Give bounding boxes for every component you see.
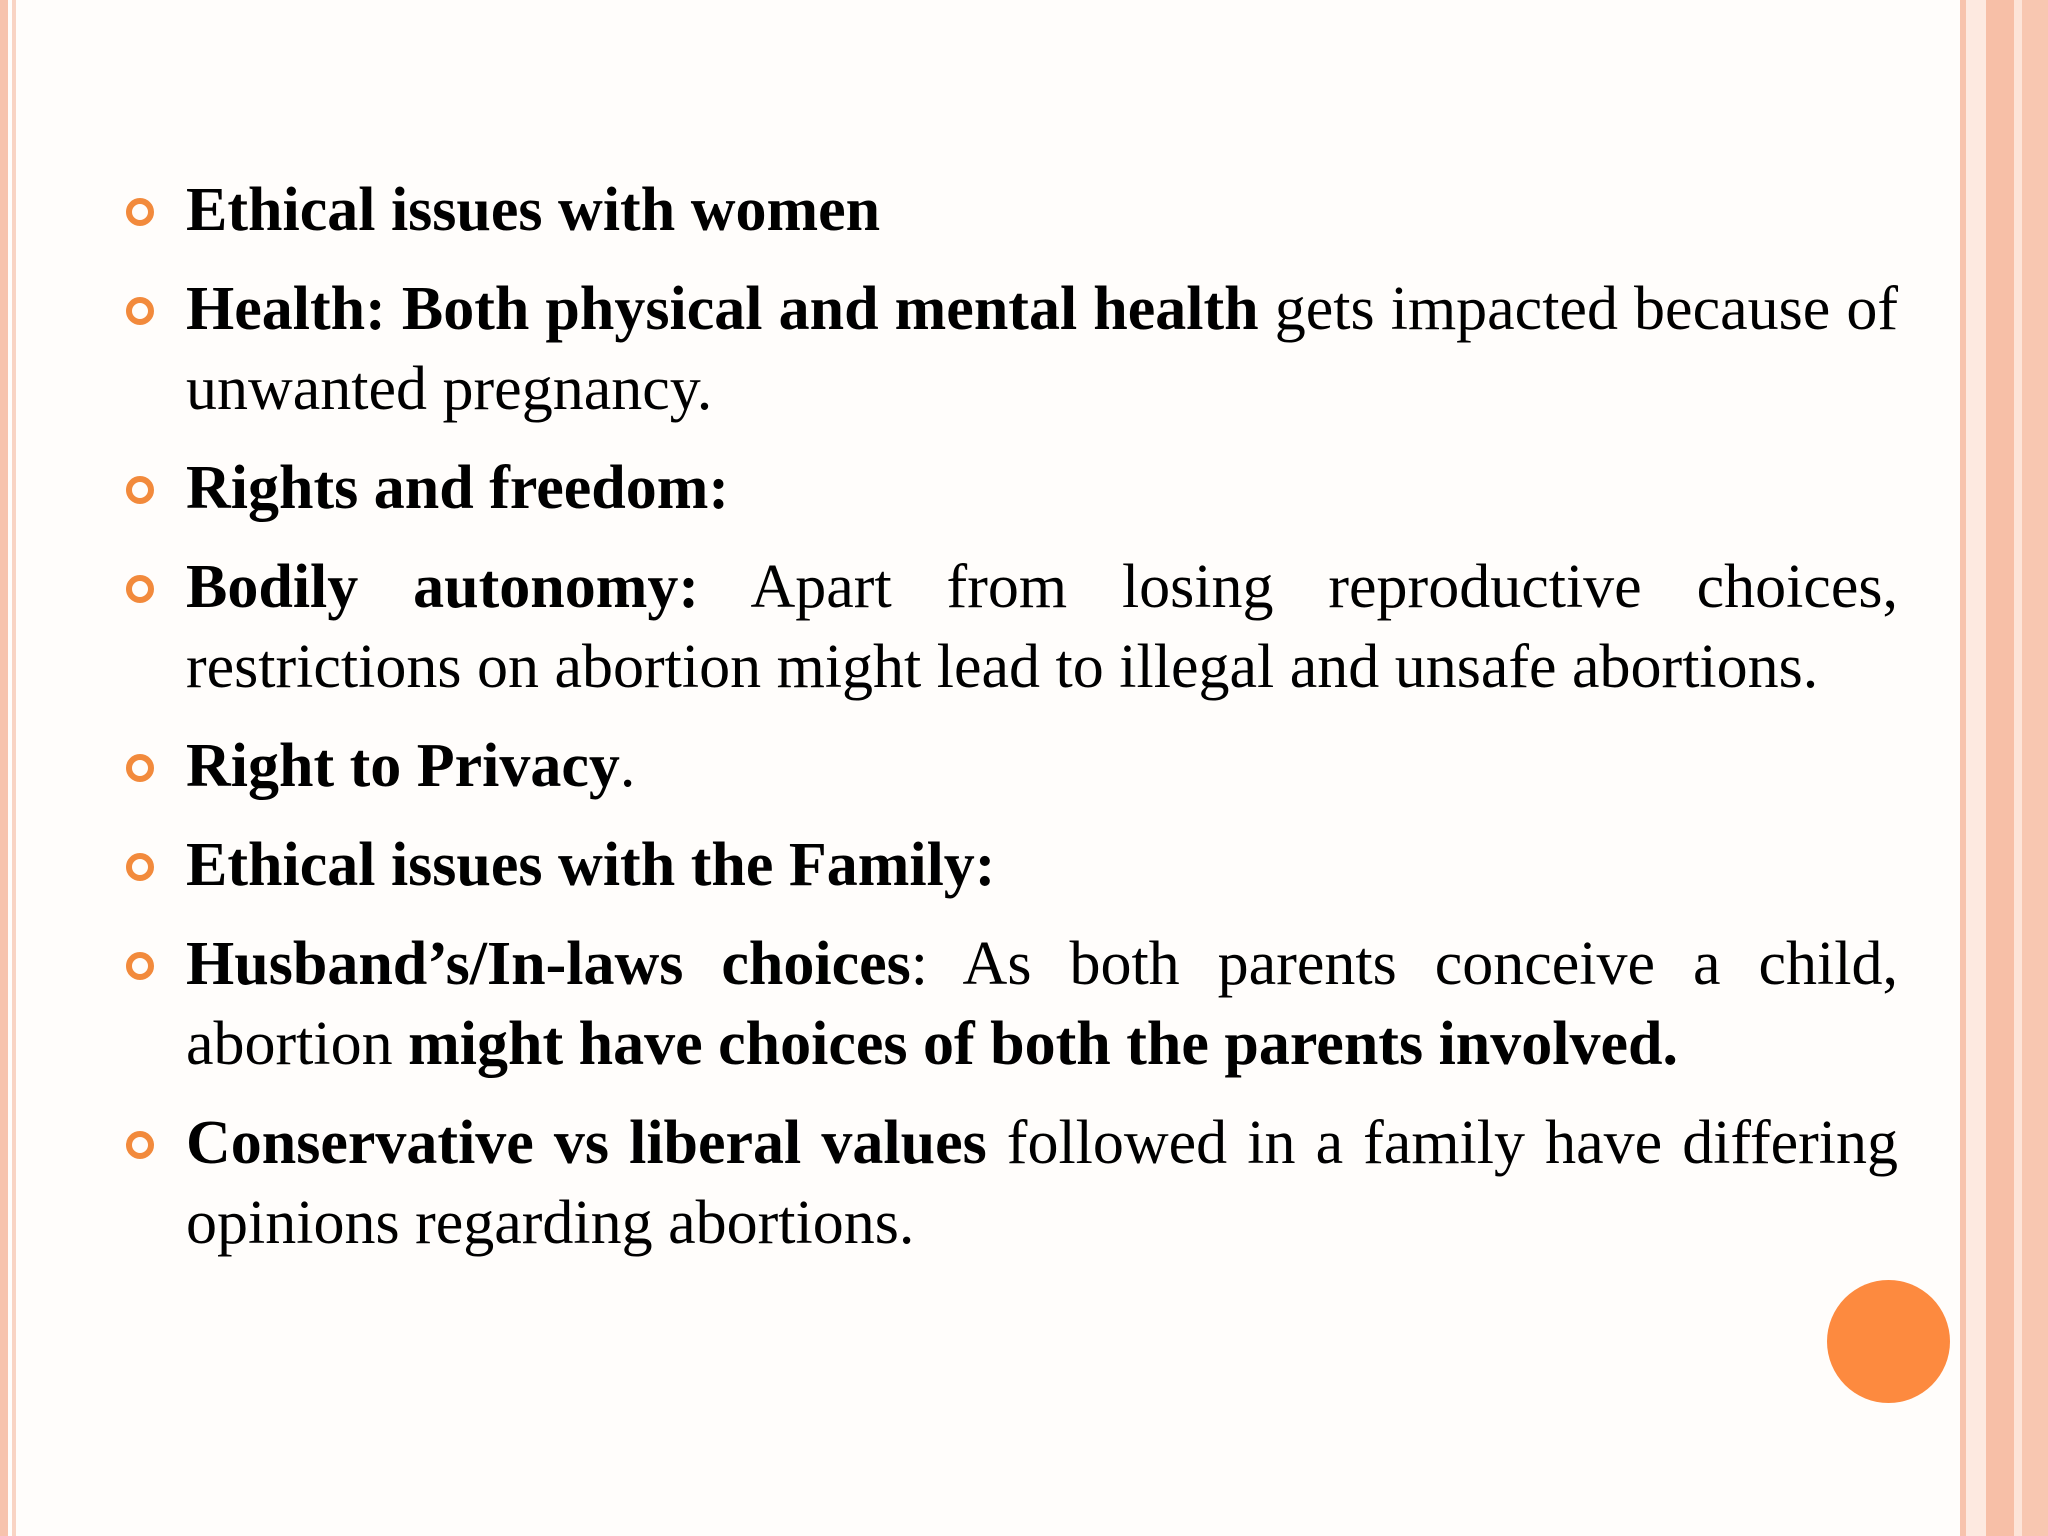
right-border-stripe-4	[2014, 0, 2022, 1536]
left-border-stripe	[0, 0, 8, 1536]
bullet-item	[126, 924, 1898, 1084]
decorative-orange-circle	[1827, 1280, 1950, 1403]
bullet-bold-text: Rights and freedom:	[186, 454, 730, 522]
bullet-bold-text-2: might have choices of both the parents involved.	[408, 1010, 1679, 1078]
right-border-stripe-3	[1986, 0, 2014, 1536]
right-border-stripe-5	[2022, 0, 2048, 1536]
bullet-bold-text: Ethical issues with the Family:	[186, 831, 996, 899]
bullet-text: : As both parents conceive a child, abortion	[186, 930, 1898, 1078]
circle-bullet-icon	[126, 1131, 154, 1159]
bullet-item	[126, 1103, 1898, 1263]
bullet-item	[126, 825, 1898, 905]
bullet-bold-text: Health: Both physical and mental health	[186, 275, 1259, 343]
bullet-item	[126, 269, 1898, 429]
bullet-bold-text: Husband’s/In-laws choices	[186, 930, 911, 998]
circle-bullet-icon	[126, 952, 154, 980]
right-border-stripe-2	[1966, 0, 1986, 1536]
bullet-list	[126, 170, 1898, 1282]
bullet-item	[126, 547, 1898, 707]
left-border-stripe-inner	[12, 0, 16, 1536]
bullet-text: .	[619, 732, 636, 800]
circle-bullet-icon	[126, 853, 154, 881]
bullet-item	[126, 448, 1898, 528]
bullet-item	[126, 726, 1898, 806]
bullet-bold-text: Right to Privacy	[186, 732, 620, 800]
bullet-bold-text: Bodily autonomy:	[186, 553, 700, 621]
circle-bullet-icon	[126, 754, 154, 782]
bullet-text: followed in a family have differing opinions regarding abortions.	[186, 1109, 1898, 1257]
bullet-text: Apart from losing reproductive choices, restrictions on abortion might lead to illegal and unsafe abortions.	[186, 553, 1898, 701]
bullet-bold-text: Conservative vs liberal values	[186, 1109, 987, 1177]
circle-bullet-icon	[126, 476, 154, 504]
circle-bullet-icon	[126, 198, 154, 226]
circle-bullet-icon	[126, 575, 154, 603]
bullet-text: gets impacted because of unwanted pregnancy.	[186, 275, 1899, 423]
bullet-bold-text: Ethical issues with women	[186, 176, 881, 244]
circle-bullet-icon	[126, 297, 154, 325]
bullet-item	[126, 170, 1898, 250]
